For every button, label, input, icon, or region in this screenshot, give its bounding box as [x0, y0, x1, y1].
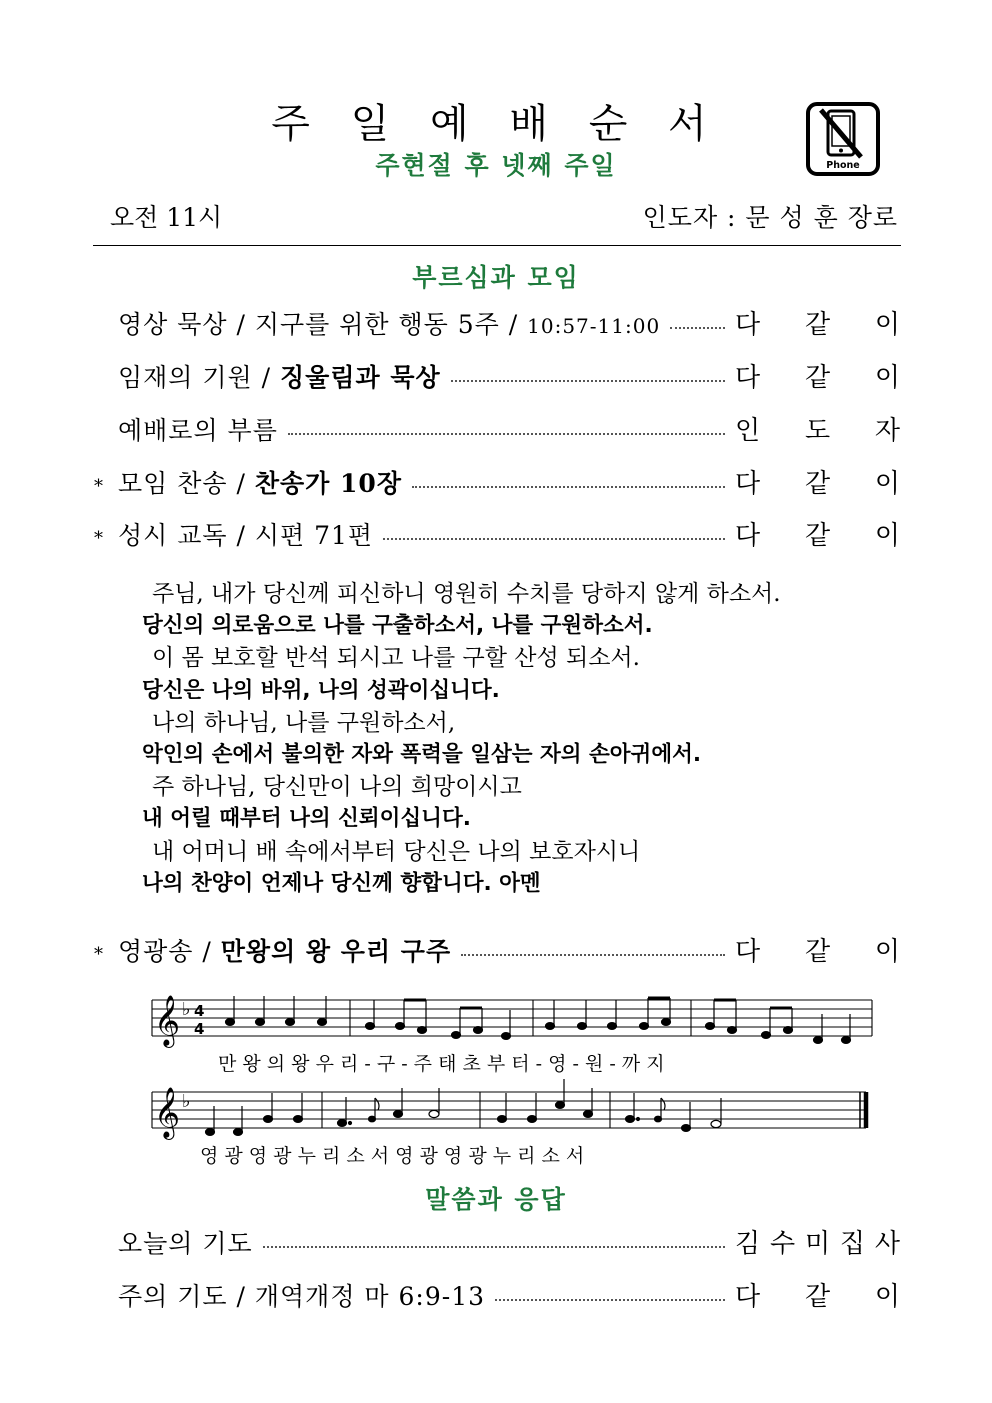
leader-dots: [412, 485, 725, 488]
order-who: 다 같 이: [735, 1282, 900, 1312]
psalm-response-line: 악인의 손에서 불의한 자와 폭력을 일삼는 자의 손아귀에서.: [142, 741, 702, 767]
order-item-hymn: [94, 463, 900, 497]
flat-icon: ♭: [182, 1091, 191, 1112]
order-item-invocation: [94, 357, 900, 391]
page-subtitle: 주현절 후 넷째 주일: [375, 151, 617, 180]
leader-dots: [383, 537, 725, 540]
leader-dots: [670, 326, 725, 329]
order-who: 인 도 자: [735, 416, 900, 446]
order-label: 영상 묵상 / 지구를 위한 행동 5주 / 10:57-11:00: [118, 310, 661, 339]
order-star: *: [94, 944, 103, 965]
treble-clef-icon: 𝄞: [154, 995, 181, 1046]
leader-dots: [451, 379, 725, 382]
phone-icon-label: Phone: [826, 160, 860, 171]
order-who: 다 같 이: [735, 310, 900, 340]
order-item-gloria: [94, 931, 900, 965]
order-who: 다 같 이: [735, 363, 900, 393]
order-star: *: [94, 476, 103, 497]
order-label: 주의 기도 / 개역개정 마 6:9-13: [118, 1282, 486, 1311]
section-word: 말씀과 응답: [425, 1185, 567, 1214]
order-who: 다 같 이: [735, 521, 900, 551]
order-star: *: [94, 528, 103, 549]
order-label: 예배로의 부름: [118, 416, 278, 445]
psalm-lead-line: 이 몸 보호할 반석 되시고 나를 구할 산성 되소서.: [152, 645, 640, 672]
psalm-response-line: 나의 찬양이 언제나 당신께 향합니다. 아멘: [142, 870, 541, 896]
order-who: 다 같 이: [735, 469, 900, 499]
order-item-lords-prayer: [94, 1276, 900, 1310]
order-item-prayer: [94, 1223, 900, 1257]
order-label: 성시 교독 / 시편 71편: [118, 521, 374, 550]
lyrics-line-2: 영 광 영 광 누 리 소 서 영 광 영 광 누 리 소 서: [200, 1145, 585, 1167]
order-who: 다 같 이: [735, 937, 900, 967]
music-staff-1: [150, 988, 880, 1048]
psalm-response-line: 당신의 의로움으로 나를 구출하소서, 나를 구원하소서.: [142, 613, 653, 639]
order-who: 김 수 미 집 사: [735, 1229, 900, 1259]
psalm-lead-line: 주 하나님, 당신만이 나의 희망이시고: [152, 774, 522, 801]
order-label: 모임 찬송 / 찬송가 10장: [118, 469, 402, 498]
order-item-meditation: [94, 304, 900, 338]
time-signature-bottom: 4: [194, 1020, 205, 1038]
psalm-lead-line: 주님, 내가 당신께 피신하니 영원히 수치를 당하지 않게 하소서.: [152, 581, 781, 607]
order-label: 임재의 기원 / 징울림과 묵상: [118, 363, 441, 392]
order-time: 10:57-11:00: [527, 314, 661, 338]
service-time: 오전 11시: [110, 203, 223, 232]
order-label: 오늘의 기도: [118, 1229, 253, 1258]
no-phone-icon: [806, 102, 880, 176]
header-divider: [93, 245, 901, 246]
time-signature-top: 4: [194, 1002, 205, 1020]
psalm-response-line: 내 어릴 때부터 나의 신뢰이십니다.: [142, 806, 471, 832]
section-calling: 부르심과 모임: [412, 263, 580, 292]
leader-dots: [461, 953, 725, 956]
order-label: 영광송 / 만왕의 왕 우리 구주: [118, 937, 452, 966]
leader-dots: [263, 1245, 725, 1248]
order-item-responsive-reading: [94, 515, 900, 549]
notes-line-2: [206, 1079, 722, 1135]
leader-dots: [288, 432, 725, 435]
order-item-call-to-worship: [94, 410, 900, 444]
music-staff-2: [150, 1078, 880, 1144]
page-title: 주 일 예 배 순 서: [271, 101, 721, 147]
treble-clef-icon: 𝄞: [154, 1087, 181, 1138]
psalm-lead-line: 나의 하나님, 나를 구원하소서,: [152, 709, 456, 736]
psalm-response-line: 당신은 나의 바위, 나의 성곽이십니다.: [142, 677, 500, 703]
psalm-lead-line: 내 어머니 배 속에서부터 당신은 나의 보호자시니: [152, 838, 641, 865]
service-leader: 인도자 : 문 성 훈 장로: [642, 203, 898, 232]
lyrics-line-1: 만 왕 의 왕 우 리 - 구 - 주 태 초 부 터 - 영 - 원 - 까 지: [218, 1053, 665, 1075]
leader-dots: [495, 1298, 725, 1301]
psalm-reading: [142, 578, 882, 900]
flat-icon: ♭: [182, 999, 191, 1020]
